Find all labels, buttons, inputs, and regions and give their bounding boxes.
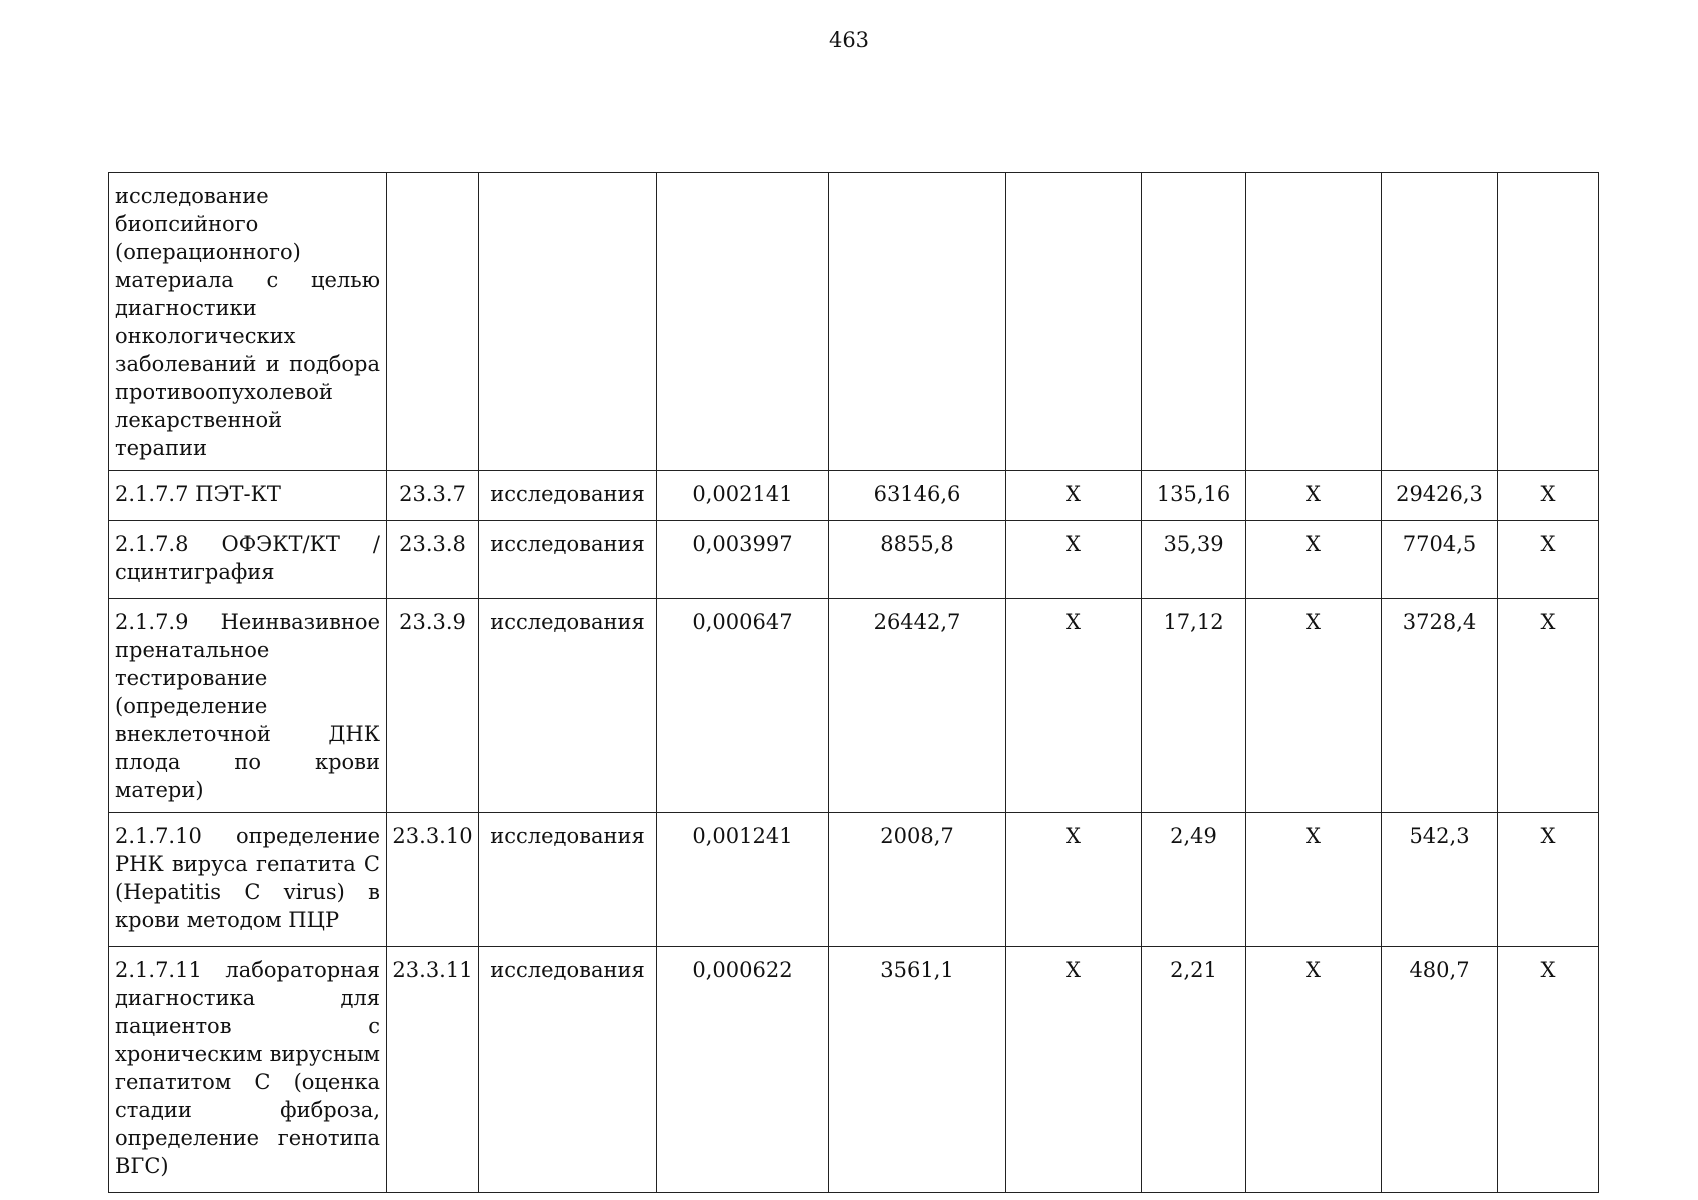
cell-c8: X	[1246, 471, 1382, 521]
cell-c10: X	[1498, 471, 1599, 521]
cell-unit: исследования	[479, 947, 657, 1193]
cell-unit: исследования	[479, 599, 657, 813]
cell-norm: 0,000622	[657, 947, 829, 1193]
cell-unit: исследования	[479, 813, 657, 947]
cell-c10: X	[1498, 813, 1599, 947]
cell-c7: 17,12	[1142, 599, 1246, 813]
cell-c7: 2,49	[1142, 813, 1246, 947]
table-row	[109, 599, 1599, 813]
cell-name: исследование биопсийного (операционного) материала с целью диагностики онкологических заболеваний и подбора противоопухолевой лекарственной терапии	[109, 173, 387, 471]
cell-c9: 542,3	[1382, 813, 1498, 947]
cell-c10: X	[1498, 521, 1599, 599]
table-row	[109, 947, 1599, 1193]
cell-name: 2.1.7.11 лабораторная диагностика для пациентов с хроническим вирусным гепатитом С (оценка стадии фиброза, определение генотипа ВГС)	[109, 947, 387, 1193]
cell-c6: X	[1006, 599, 1142, 813]
cell-code: 23.3.8	[387, 521, 479, 599]
cell-c6: X	[1006, 521, 1142, 599]
cell-name: 2.1.7.10 определение РНК вируса гепатита С (Hepatitis C virus) в крови методом ПЦР	[109, 813, 387, 947]
cell-c7	[1142, 173, 1246, 471]
cell-c9	[1382, 173, 1498, 471]
cell-c7: 135,16	[1142, 471, 1246, 521]
table-row	[109, 521, 1599, 599]
table-row	[109, 173, 1599, 471]
cell-c7: 35,39	[1142, 521, 1246, 599]
cell-norm: 0,003997	[657, 521, 829, 599]
cell-name: 2.1.7.9 Неинвазивное пренатальное тестирование (определение внеклеточной ДНК плода по крови матери)	[109, 599, 387, 813]
cell-code	[387, 173, 479, 471]
cell-cost: 8855,8	[829, 521, 1006, 599]
table-row	[109, 813, 1599, 947]
cell-unit	[479, 173, 657, 471]
cell-cost: 26442,7	[829, 599, 1006, 813]
cell-c6: X	[1006, 947, 1142, 1193]
cell-c8: X	[1246, 599, 1382, 813]
cell-c9: 480,7	[1382, 947, 1498, 1193]
page-number: 463	[828, 28, 870, 52]
cell-c6: X	[1006, 813, 1142, 947]
cell-code: 23.3.9	[387, 599, 479, 813]
cell-unit: исследования	[479, 521, 657, 599]
cell-code: 23.3.10	[387, 813, 479, 947]
cell-c8: X	[1246, 813, 1382, 947]
cell-name: 2.1.7.8 ОФЭКТ/КТ /сцинтиграфия	[109, 521, 387, 599]
cell-c8: X	[1246, 947, 1382, 1193]
cell-c8: X	[1246, 521, 1382, 599]
cell-c10	[1498, 173, 1599, 471]
cell-unit: исследования	[479, 471, 657, 521]
cell-cost	[829, 173, 1006, 471]
cell-c10: X	[1498, 599, 1599, 813]
cell-norm: 0,001241	[657, 813, 829, 947]
cell-cost: 3561,1	[829, 947, 1006, 1193]
cell-cost: 63146,6	[829, 471, 1006, 521]
cell-c9: 7704,5	[1382, 521, 1498, 599]
table-row	[109, 471, 1599, 521]
cell-c6	[1006, 173, 1142, 471]
data-table	[108, 172, 1599, 1193]
cell-c9: 3728,4	[1382, 599, 1498, 813]
cell-norm	[657, 173, 829, 471]
cell-c8	[1246, 173, 1382, 471]
cell-norm: 0,002141	[657, 471, 829, 521]
cell-code: 23.3.11	[387, 947, 479, 1193]
cell-cost: 2008,7	[829, 813, 1006, 947]
cell-c7: 2,21	[1142, 947, 1246, 1193]
cell-code: 23.3.7	[387, 471, 479, 521]
cell-c6: X	[1006, 471, 1142, 521]
cell-norm: 0,000647	[657, 599, 829, 813]
cell-c9: 29426,3	[1382, 471, 1498, 521]
cell-c10: X	[1498, 947, 1599, 1193]
cell-name: 2.1.7.7 ПЭТ-КТ	[109, 471, 387, 521]
